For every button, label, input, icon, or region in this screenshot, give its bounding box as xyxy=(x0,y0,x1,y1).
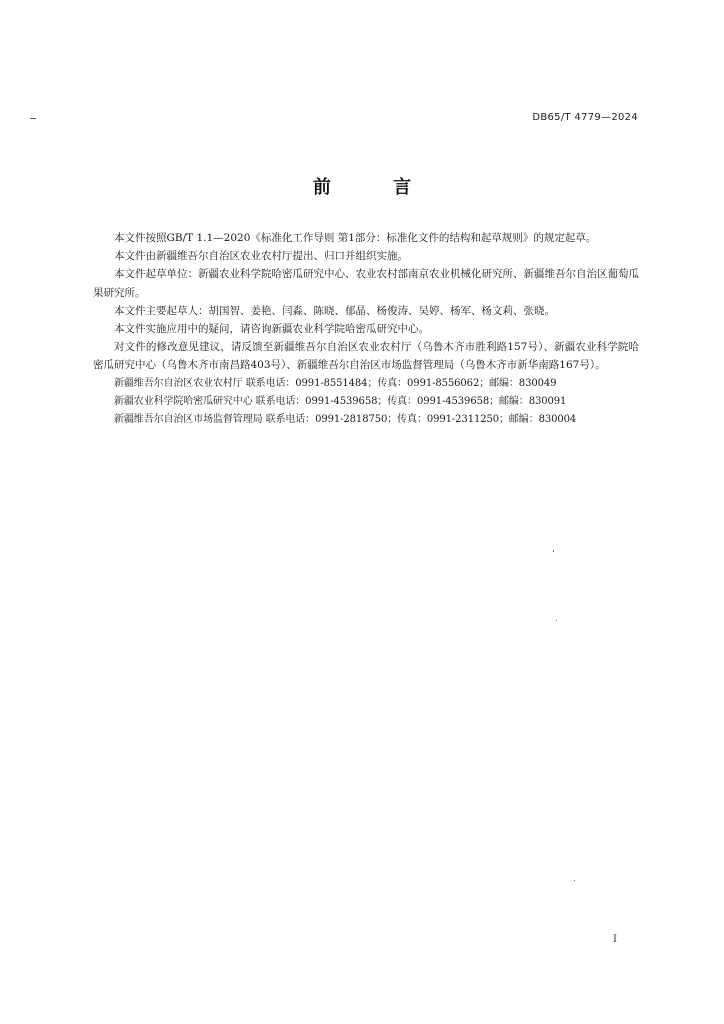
scan-mark xyxy=(30,118,36,119)
paragraph-drafting-rules: 本文件按照GB/T 1.1—2020《标准化工作导则 第1部分：标准化文件的结构和起草规则》的规定起草。 xyxy=(114,232,597,244)
contact-line-hami-melon-center: 新疆农业科学院哈密瓜研究中心 联系电话：0991-4539658；传真：0991-4539658；邮编：830091 xyxy=(114,395,567,407)
contact-line-market-regulation: 新疆维吾尔自治区市场监督管理局 联系电话：0991-2818750；传真：0991-2311250；邮编：830004 xyxy=(114,414,577,426)
scan-speck xyxy=(556,620,557,621)
paragraph-proposer: 本文件由新疆维吾尔自治区农业农村厅提出、归口并组织实施。 xyxy=(114,250,408,263)
page-number: I xyxy=(613,934,617,945)
scan-speck xyxy=(574,880,575,881)
standard-code: DB65/T 4779—2024 xyxy=(532,112,638,123)
paragraph-drafting-units: 本文件起草单位：新疆农业科学院哈密瓜研究中心、农业农村部南京农业机械化研究所、新疆维吾尔自治区葡萄瓜果研究所。 xyxy=(93,268,639,299)
contact-line-agriculture-dept: 新疆维吾尔自治区农业农村厅 联系电话：0991-8551484；传真：0991-8556062；邮编：830049 xyxy=(114,377,557,389)
paragraph-inquiry: 本文件实施应用中的疑问，请咨询新疆农业科学院哈密瓜研究中心。 xyxy=(114,323,429,336)
page-title: 前 言 xyxy=(312,177,440,198)
paragraph-feedback: 对文件的修改意见建议，请反馈至新疆维吾尔自治区农业农村厅（乌鲁木齐市胜利路157号）、新疆农业科学院哈密瓜研究中心（乌鲁木齐市南昌路403号）、新疆维吾尔自治区市场监督管理局（乌鲁木齐市新华南路167号）。 xyxy=(93,341,639,372)
paragraph-drafters: 本文件主要起草人：胡国智、姜艳、闫淼、陈晓、郁晶、杨俊涛、吴婷、杨军、杨文莉、张晓。 xyxy=(114,304,555,317)
scan-speck xyxy=(553,550,554,552)
foreword-body xyxy=(93,229,639,429)
